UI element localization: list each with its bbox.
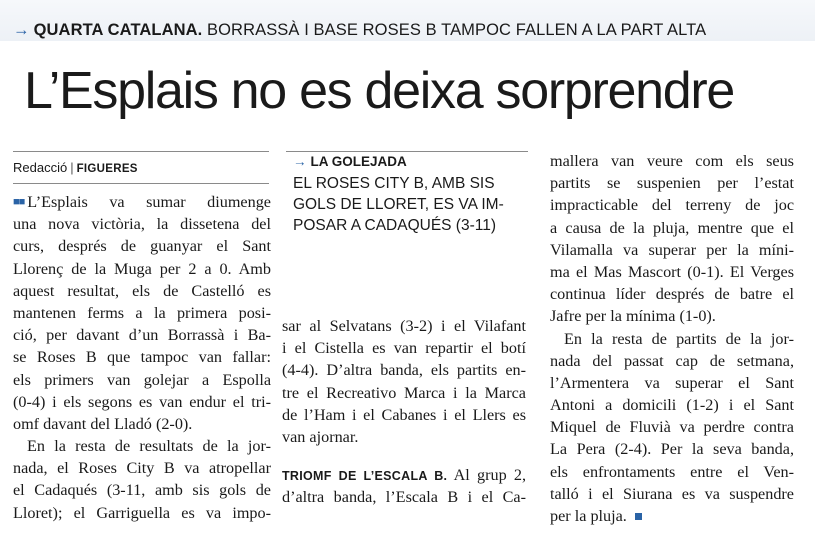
text-line: partits se suspenien per l’estat (550, 174, 794, 193)
text-line: Antoni a domicili (1-2) i el Sant (550, 396, 794, 415)
text-line: Miquel de Fluvià va perdre contra (550, 418, 794, 437)
callout-line: GOLS DE LLORET, ES VA IM- (293, 196, 504, 213)
article-column-2 (282, 315, 526, 448)
text-line: aquest resultat, els de Castelló es (13, 281, 271, 300)
callout-line: POSAR A CADAQUÉS (3-11) (293, 217, 496, 234)
article-column-3 (550, 150, 794, 527)
text-line: Vilamalla va superar per la míni- (550, 240, 794, 259)
text-line: talló i el Siurana es va suspendre (550, 484, 794, 503)
byline-place: FIGUERES (76, 163, 138, 175)
text-line: van ajornar. (282, 427, 359, 446)
text-line: nada del passat cap de setmana, (550, 351, 794, 370)
arrow-right-icon: → (293, 154, 307, 169)
text-line (282, 464, 526, 486)
arrow-right-icon: → (13, 21, 30, 39)
callout-kicker (293, 154, 407, 169)
byline-author: Redacció (13, 160, 68, 175)
divider (13, 151, 269, 152)
text-line: (4-4). D’altra banda, els partits en- (282, 361, 526, 380)
text-line: l’Armentera va superar el Sant (550, 373, 794, 392)
end-of-article-icon (635, 513, 642, 520)
text-line: En la resta de resultats de la jor- (27, 437, 271, 456)
text-span: per la pluja. (550, 507, 627, 525)
article-column-2-continued (282, 464, 526, 508)
text-line: els enfrontaments entre el Ven- (550, 462, 794, 481)
article-column-1 (13, 191, 271, 524)
text-line: Lloret); el Garriguella es va impo- (13, 503, 271, 522)
callout-line: EL ROSES CITY B, AMB SIS (293, 175, 495, 192)
text-line: d’altra banda, l’Escala B i el Ca- (282, 488, 526, 507)
byline-separator: | (70, 160, 74, 175)
text-line: Llorenç de la Muga per 2 a 0. Amb (13, 259, 271, 278)
text-line: curs, després de guanyar el Sant (13, 237, 271, 256)
text-line: una nova victòria, la dissetena del (13, 215, 271, 234)
text-line (550, 505, 794, 527)
divider (286, 151, 528, 152)
byline (13, 160, 138, 175)
callout-kicker-label: LA GOLEJADA (310, 154, 407, 169)
kicker-text: BORRASSÀ I BASE ROSES B TAMPOC FALLEN A LA PART ALTA (207, 21, 707, 39)
text-line: (0-4) i els segons es van endur el tri- (13, 392, 271, 411)
subhead: TRIOMF DE L’ESCALA B. (282, 469, 448, 483)
text-line: el Cadaqués (3-11, amb sis gols de (13, 481, 271, 500)
text-line: sar al Selvatans (3-2) i el Vilafant (282, 317, 526, 335)
text-line: a causa de la pluja, mentre que el (550, 218, 794, 237)
divider (13, 183, 269, 184)
text-line: ma el Mas Mascort (0-1). El Verges (550, 262, 794, 281)
section-name: QUARTA CATALANA. (33, 21, 203, 39)
text-line: nada, el Roses City B va atropellar (13, 459, 271, 478)
text-line: ció, per davant d’un Borrassà i Ba- (13, 326, 271, 345)
text-span: Al grup 2, (453, 466, 527, 484)
paragraph-mark-icon: ■■ (13, 196, 25, 208)
text-line: mallera van veure com els seus (550, 152, 794, 170)
text-line: tre el Recreativo Marca i la Marca (282, 383, 526, 402)
text-line: i el Cistella es van repartir el botí (282, 339, 526, 358)
text-line: En la resta de partits de la jor- (564, 329, 794, 348)
callout-text (293, 173, 519, 236)
text-span: L’Esplais va sumar diumenge (27, 193, 271, 211)
text-line: els primers van golejar a Espolla (13, 370, 271, 389)
text-line: mantenen ferms a la primera posi- (13, 303, 271, 322)
text-line: continua líder després de batre el (550, 285, 794, 304)
headline: L’Esplais no es deixa sorprendre (24, 62, 734, 120)
section-kicker (13, 21, 706, 40)
text-line: La Pera (2-4). Per la seva banda, (550, 440, 794, 459)
text-line: omf davant del Lladó (2-0). (13, 414, 193, 433)
text-line (13, 191, 271, 213)
text-line: Jafre per la mínima (1-0). (550, 307, 716, 326)
text-line: impracticable del terreny de joc (550, 196, 794, 215)
text-line: de l’Ham i el Cabanes i el Llers es (282, 405, 526, 424)
text-line: se Roses B que tampoc van fallar: (13, 348, 271, 367)
